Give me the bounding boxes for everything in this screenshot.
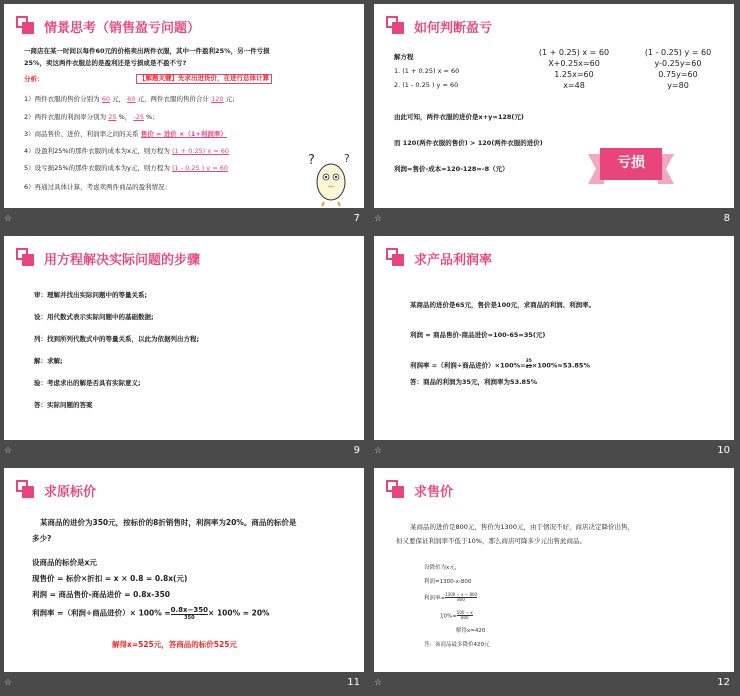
slide-number: 12 [717, 677, 730, 688]
step-define: 设：用代数式表示实际问题中的基础数据; [34, 313, 154, 321]
solution-y-2: y-0.25y=60 [654, 59, 702, 68]
equation-1: 1. (1 + 0.25) x = 60 [394, 67, 460, 75]
star-icon[interactable]: ☆ [4, 678, 13, 688]
slide-canvas [374, 236, 734, 440]
intro-line-1: 一商店在某一时间以每件60元的价格卖出两件衣服，其中一件盈利25%，另一件亏损 [24, 47, 270, 55]
solution-y-3: 0.75y=60 [658, 70, 698, 79]
solution-y-4: y=80 [667, 81, 689, 90]
solution-x-4: x=48 [563, 81, 585, 90]
slide-title: 情景思考（销售盈亏问题） [44, 21, 201, 36]
slide-logo-icon [16, 16, 36, 36]
slide-footer [0, 208, 370, 232]
step-verify: 验：考虑求出的解是否具有实际意义; [34, 379, 141, 387]
slide-logo-icon [386, 16, 406, 36]
step-solve: 解：求解; [34, 357, 63, 365]
step-answer: 答：实际问题的答案 [34, 401, 93, 409]
slide-thumbnail-8[interactable] [370, 0, 740, 232]
step-4: 4）设盈利25%的那件衣服的成本为x元，则方程为 (1 + 0.25) x = 60 [24, 147, 230, 155]
svg-text:?: ? [344, 152, 350, 165]
problem-line-2: 多少? [32, 534, 52, 543]
slide-footer [370, 208, 740, 232]
slide-footer [370, 440, 740, 464]
slide-number: 8 [723, 213, 730, 224]
star-icon[interactable]: ☆ [374, 678, 383, 688]
solution-step-2: 利润=1300-x-800 [424, 579, 472, 585]
solution-answer: 答：该商品最多降价420元 [424, 642, 490, 648]
equation-2: 2. (1 - 0.25 ) y = 60 [394, 81, 459, 89]
slide-number: 11 [347, 677, 360, 688]
step-3: 3）商品售价、进价、利润率之间的关系 售价 = 进价 ×（1+利润率） [24, 130, 227, 138]
profit-rate-equation: 利润率 =（利润÷商品进价）× 100% = 0.8x−350 350 × 100% = 20% [32, 606, 270, 622]
slide-thumbnail-7[interactable] [0, 0, 370, 232]
star-icon[interactable]: ☆ [4, 446, 13, 456]
slide-thumbnail-12[interactable] [370, 464, 740, 696]
step-5: 5）设亏损25%的那件衣服的成本为y元，则方程为 (1 - 0.25 ) y = 60 [24, 164, 229, 172]
step-6: 6）再通过具体计算，考虑卖两件商品的盈利情况： [24, 183, 172, 191]
thinking-egg-illustration-icon [304, 150, 358, 208]
step-review: 审：理解并找出实际问题中的等量关系; [34, 291, 148, 299]
slide-canvas [4, 468, 364, 672]
answer-text: 答：商品的利润为35元，利润率为53.85% [410, 378, 538, 386]
answer-text: 解得x=525元，答商品的标价525元 [112, 640, 237, 649]
slide-thumbnail-9[interactable] [0, 232, 370, 464]
slide-title: 求售价 [414, 485, 454, 500]
star-icon[interactable]: ☆ [4, 214, 13, 224]
slide-title: 用方程解决实际问题的步骤 [44, 253, 201, 268]
profit-formula: 利润 = 商品售价-商品进价 = 0.8x-350 [32, 590, 171, 599]
slide-canvas [4, 4, 364, 208]
solution-y-1: (1 - 0.25) y = 60 [644, 48, 712, 57]
analysis-label: 分析： [24, 75, 44, 83]
slide-logo-icon [386, 480, 406, 500]
slide-title: 求原标价 [44, 485, 97, 500]
slide-number: 10 [717, 445, 730, 456]
slide-canvas [374, 468, 734, 672]
slide-footer [0, 672, 370, 696]
solution-x-3: 1.25x=60 [554, 70, 594, 79]
problem-line-1: 某商品的进价为350元，按标价的8折销售时，利润率为20%。商品的标价是 [40, 518, 297, 527]
solution-x-2: X+0.25x=60 [548, 59, 600, 68]
profit-rate-formula: 利润率 =（利润÷商品进价）×100%= $\frac{35}{65}$ ×100%≈53.85% [410, 359, 590, 370]
solve-label: 解方程 [394, 53, 414, 61]
slide-thumbnail-10[interactable] [370, 232, 740, 464]
solution-step-4: 10%= $\frac{500 - x}{800}$ [440, 610, 473, 621]
problem-line-1: 某商品的进价是800元，售价为1300元，由于情况不好，商店决定降价出售， [410, 523, 634, 531]
let-statement: 设商品的标价是x元 [32, 558, 97, 567]
problem-text: 某商品的进价是65元，售价是100元，求商品的利润、利润率。 [410, 301, 596, 309]
conclusion-2: 而 120(两件衣服的售价) > 120(两件衣服的进价) [394, 139, 543, 147]
slide-canvas [4, 236, 364, 440]
slide-logo-icon [16, 248, 36, 268]
slide-number: 9 [353, 445, 360, 456]
solution-step-1: 设降价为x元， [424, 565, 461, 571]
step-1: 1）两件衣服的售价分别为 60 元， 60 元，两件衣服的售价合计 120 元； [24, 95, 239, 103]
slide-logo-icon [16, 480, 36, 500]
slide-canvas [374, 4, 734, 208]
slide-footer [370, 672, 740, 696]
slide-title: 求产品利润率 [414, 253, 493, 268]
svg-text:?: ? [308, 153, 315, 168]
solution-step-3: 利润率= $\frac{1300 - x - 800}{800}$ [424, 592, 478, 603]
problem-line-2: 但又要保证利润率不低于10%，那么商店可降多少元出售此商品。 [396, 537, 586, 545]
star-icon[interactable]: ☆ [374, 214, 383, 224]
solution-x-1: (1 + 0.25) x = 60 [538, 48, 610, 57]
slide-logo-icon [386, 248, 406, 268]
intro-line-2: 25%，卖这两件衣服总的是盈利还是亏损或是不盈不亏? [24, 59, 187, 67]
sale-price-formula: 现售价 = 标价×折扣 = x × 0.8 = 0.8x(元) [32, 574, 188, 583]
slide-thumbnail-11[interactable] [0, 464, 370, 696]
slide-title: 如何判断盈亏 [414, 21, 493, 36]
step-formulate: 列：找到所列代数式中的等量关系，以此为依据列出方程; [34, 335, 200, 343]
conclusion-1: 由此可知，两件衣服的进价是x+y=128(元) [394, 113, 524, 121]
conclusion-3: 利润=售价-成本=120-128=-8（元） [394, 165, 509, 173]
profit-formula: 利润 = 商品售价-商品进价=100-65=35(元) [410, 331, 546, 339]
slide-number: 7 [353, 213, 360, 224]
slide-footer [0, 440, 370, 464]
hint-box: 【解题关键】先求出进货价，在进行总体计算 [136, 74, 272, 84]
solution-step-5: 解得x=420 [456, 628, 486, 634]
step-2: 2）两件衣服的利润率分别为 25 %， -25 %； [24, 113, 159, 121]
star-icon[interactable]: ☆ [374, 446, 383, 456]
ribbon-label: 亏损 [617, 155, 645, 171]
